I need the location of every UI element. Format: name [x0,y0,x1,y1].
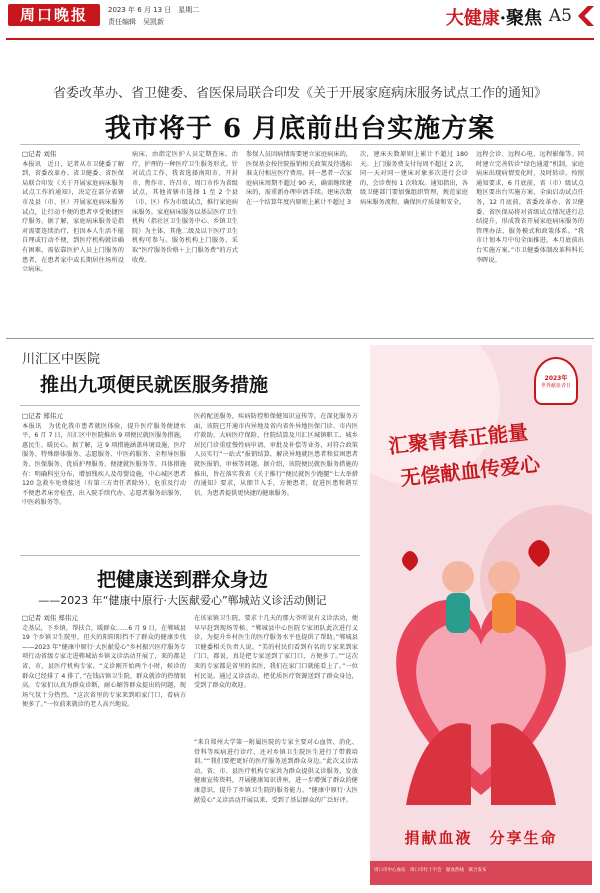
ad-badge [534,357,578,405]
ad-footer-text: 周口市中心血站 周口市红十字会 献血热线 联合发布 [374,868,487,873]
newspaper-logo: 周口晚报 [8,4,100,26]
article2-col1 [22,412,186,552]
ad-title-line1: 汇聚青春正能量 [387,419,530,459]
article1-headline: 我市将于 6 月底前出台实施方案 [104,114,496,144]
article1-kicker: 省委改革办、省卫健委、省医保局联合印发《关于开展家庭病床服务试点工作的通知》 [52,86,547,101]
article1-rule [20,144,580,145]
heart-hands-illustration [376,515,586,815]
article3-col1-text: 走基层，下乡镇，帮扶合，暖群众……6 月 9 日，在郸城县 19 个乡镇卫生院里，但火的阳阳阳挡不了群众的健康步伐——2023 年“健康中原行·大医献爱心”乡村振兴医疗服务专项行动省级专家走进郸城站乡镇义诊活动开展了，来的都是省、市、县医疗机构专家。“义诊刚开始两个小时，候诊的群众已经排了 4 排了，”在钱店镇卫生院，群众就诊的热情很高。专家们认真为群众诊断，耐心解答群众提出的问题，现场气氛十分热烈。“这次省里的专家来到咱家门口，看病方便多了。”一位前来就诊的老人高兴地说。 [22,624,186,709]
ad-title-line2: 无偿献血传爱心 [399,451,542,491]
article3-rule-top [20,555,360,556]
ad-badge-text: 世界献血者日 [540,383,571,389]
article2-col1-text: 本报讯 为优化我市患者就医体验，提升医疗服务便捷水平，6 月 7 日，川汇区中医院推出 9 项便民就医服务措施，惠民生、暖民心。据了解，这 9 项措施涵盖环境设施、医疗服务、特殊群体服务、志愿服务、中医药服务、全程导医服务、医保服务、优质护理服务、便捷就医服务等。具体措施有：明确科室分布，增加残疾人及母婴设施，中心城区患者 120 急救车免费接送（有第三方责任者除外），危重及行动不便患者床旁检查，出入院手续代办，志愿者服务站服务，中医药服务等。 [22,422,186,507]
masthead [0,0,600,42]
article1-col2: 病床，由指定医护人员定期查床、治疗、护理的一种医疗卫生服务形式。针对试点工作，我省选择南阳市、开封市、焦作市、许昌市、周口市作为省级试点，其他省辖市选择 1 至 2 个县（市、区）作为市级试点，推行家庭病床服务。家庭病床服务以基层医疗卫生机构（指社区卫生服务中心、乡镇卫生院）为主体，其他二级及以下医疗卫生机构可参与。服务机构上门服务，采取“医疗服务价格＋上门服务费”的方式收费。 [132,151,238,264]
article1-col3: 参保人员因病情需要建立家庭病床的，医保基金按住院报销相关政策及待遇标准支付相应医疗费用。同一患者一次家庭病床周期不超过 90 天，确需继续建床的，需重新办理申请手续。建床次数在一个结算年度内原则上累计不超过 3 [246,151,352,206]
article3-byline: □记者 刘伟 郑伟元 [22,614,78,622]
article2-kicker: 川汇区中医院 [22,352,101,367]
section-title-right: 聚焦 [506,8,542,29]
article2-rule [20,405,360,406]
masthead-rule [6,38,594,40]
section-title-left: 大健康 [445,8,500,29]
article3-col2: 在该家镇卫生院，要求十几天的那大爷听说有义诊活动，便早早赶到现场等候。“郸城县中心医院专家团队此次进行义诊，为提升乡村医生的医疗服务水平也提供了帮助。”郸城县卫健委相关负责人说。“美的村民们看到有名的专家来到家门口，都说，真是把专家送到了家门口，方便多了。”“这次来的专家都是省里的名医，我们在家门口就能看上了。”一位村民说。通过义诊活动，把优质医疗资源送到了群众身边，受到了群众的欢迎。 [194,615,358,690]
editor-line: 责任编辑 吴凯新 [108,18,164,26]
date-line: 2023 年 6 月 13 日 星期二 [108,6,200,14]
article2-byline: □记者 郑伟元 [22,412,63,420]
section-rule [6,338,594,339]
article2-headline: 推出九项便民就医服务措施 [40,374,269,396]
article1-col4: 次，建床天数原则上累计不超过 180 天。上门服务费支付每周不超过 2 次，同一天对同一建床对象多次进行会诊的，会诊费按 1 次收取。通知指出，各级卫健部门要加强组织管理，规范家庭病床服务流程，确保医疗质量和安全。 [360,151,468,206]
page-number: A5 [548,6,572,26]
section-title: 大健康·聚焦 [445,8,542,29]
article3-col1 [22,614,186,886]
ad-slogan: 捐献血液 分享生命 [404,829,558,847]
article1-col1-text: 本报讯 近日，记者从市卫健委了解到，省委改革办、省卫健委、省医保局联合印发《关于开展家庭病床服务试点工作的通知》，决定在部分省辖市及县（市、区）开展家庭病床服务试点，让行动不便的患者享受便捷医疗服务。据了解，家庭病床服务是指对需要连续治疗，但因本人生活不能自理或行动不便，到医疗机构就诊确有困难，需依靠医护人员上门服务的患者，在患者家中或长期居住场所设立病床。 [22,160,124,274]
ad-badge-year: 2023年 [544,375,568,382]
ad-footer [370,861,592,885]
article1-col5: 远程会诊、远程心电、远程影像等。同时建立完善转诊“绿色通道”机制，家庭病床出现病情变化时，及时转诊。按照通知要求，6 月底前，省（市）级试点地区要出台实施方案，全面启动试点任务，12 月底前，省委改革办、省卫健委、省医保局将对省级试点情况进行总结提升，形成我省开展家庭病床服务的管理办法、服务模式和政策体系。“我市计划本月中旬全面推进，本月底前出台实施方案。”市卫健委体制改革科科长李晖说。 [476,151,584,264]
chevron-left-icon [578,6,594,26]
article2-col2: 医药配送服务，疾病防控和保健知识宣传等。在深化服务方面，该院已开通市内异地及省内省外异地医保门诊、市内医疗救助、大病医疗保险、住院结算及川汇区城镇职工、城乡居民门诊重症慢性病申请、审批及补偿等业务，对符合政策人员实行“一站式”报销结算，解决异地就医患者和贫困患者就医报销、审核等问题。据介绍，该院便民就医服务措施的推出，旨在落实我省《关于推行“便民就医少跑腿”七大举措的通知》要求，从细节入手，方便患者，促进医患和谐互信，为患者提供更快捷的健康服务。 [194,413,358,497]
article1-col1 [22,150,124,328]
blood-donation-ad [370,345,592,885]
article1-byline: □记者 刘伟 [22,150,57,158]
article3-headline: 把健康送到群众身边 [96,569,268,591]
article3-subhead: ——2023 年“健康中原行·大医献爱心”郸城站义诊活动侧记 [38,594,327,607]
article3-col3: “来自郑州大学第一附属医院的专家主要对心血管、消化、骨科等疾病进行诊疗，还对乡镇卫生院医生进行了带教培训。”“我们要把更好的医疗服务送到群众身边。”此次义诊活动，省、市、县医疗机构专家共为群众提供义诊服务，发放健康宣传资料，开展健康知识讲座，进一步增强了群众的健康意识，提升了乡镇卫生院的服务能力。“健康中原行·大医献爱心”义诊活动开展以来，受到了基层群众的广泛好评。 [194,739,358,804]
